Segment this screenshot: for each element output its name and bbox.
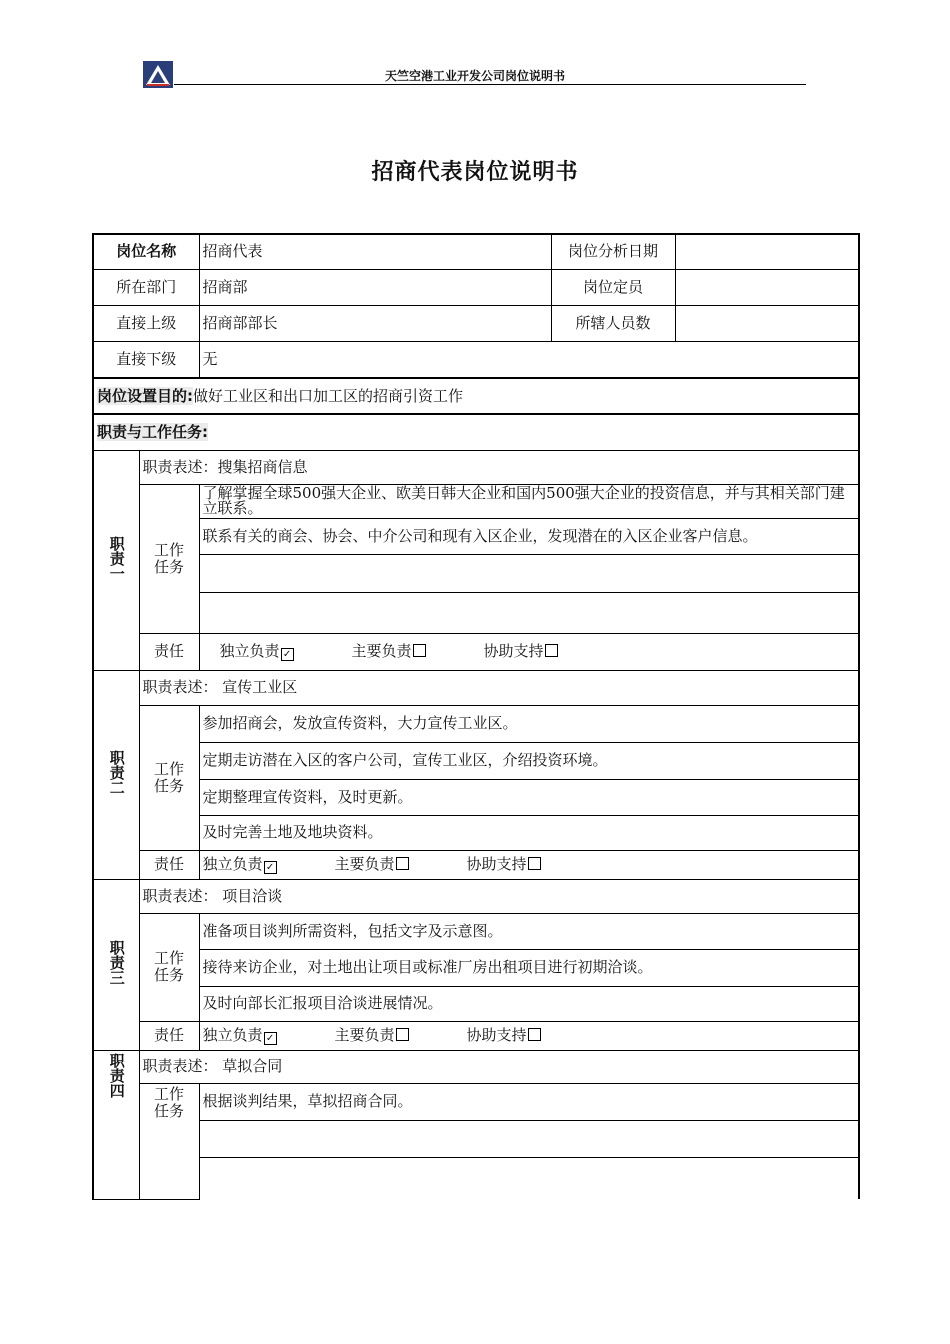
superior-label: 直接上级: [93, 305, 199, 341]
duty-2-name-cell: [93, 670, 139, 879]
duty-2-task-1: 参加招商会，发放宣传资料，大力宣传工业区。: [199, 705, 859, 742]
duty-2-responsibility-label: 责任: [139, 850, 199, 879]
empty-checkbox-icon: [545, 644, 558, 657]
department-value: 招商部: [199, 269, 551, 305]
headcount-value: [675, 269, 859, 305]
duty-2-task-label: 工作 任务: [139, 705, 199, 850]
subordinate-label: 直接下级: [93, 341, 199, 378]
duty-3-task-2: 接待来访企业，对土地出让项目或标准厂房出租项目进行初期洽谈。: [199, 949, 859, 986]
superior-value: 招商部部长: [199, 305, 551, 341]
duty-1-task-1: 了解掌握全球500强大企业、欧美日韩大企业和国内500强大企业的投资信息，并与其相关部门建立联系。: [199, 484, 859, 518]
duty-4-statement: 职责表述： 草拟合同: [139, 1050, 859, 1083]
empty-checkbox-icon: [528, 1028, 541, 1041]
duty-3-task-label: 工作 任务: [139, 913, 199, 1021]
purpose-label: 岗位设置目的:: [97, 386, 193, 405]
duty-1-statement: 职责表述：搜集招商信息: [139, 450, 859, 484]
duty-1-task-4: [199, 592, 859, 633]
empty-checkbox-icon: [396, 857, 409, 870]
duty-3-statement: 职责表述： 项目洽谈: [139, 879, 859, 913]
duty-4-task-label: 工作 任务: [139, 1083, 199, 1199]
assist-option: 协助支持: [483, 641, 544, 660]
duty-3-responsibility-label: 责任: [139, 1021, 199, 1050]
duty-4-task-2: [199, 1120, 859, 1157]
duty-3-task-3: 及时向部长汇报项目洽谈进展情况。: [199, 986, 859, 1021]
duty-4-task-1: 根据谈判结果，草拟招商合同。: [199, 1083, 859, 1120]
duty-2-name: 职责二: [107, 750, 126, 795]
headcount-label: 岗位定员: [551, 269, 675, 305]
independent-option: 独立负责: [202, 1025, 263, 1044]
duty-3-name: 职责三: [107, 940, 126, 985]
duty-3-responsibility-options: [199, 1021, 859, 1050]
duty-2-statement: 职责表述： 宣传工业区: [139, 670, 859, 705]
duties-header-row: [93, 414, 859, 450]
assist-option: 协助支持: [466, 1025, 527, 1044]
job-name-value: 招商代表: [199, 234, 551, 269]
company-logo-icon: [143, 61, 173, 88]
purpose-value: 做好工业区和出口加工区的招商引资工作: [193, 386, 464, 405]
header-divider: [174, 84, 806, 85]
purpose-row: [93, 378, 859, 414]
job-description-table-wrapper: [92, 233, 858, 1198]
main-option: 主要负责: [334, 1025, 395, 1044]
subordinate-value: 无: [199, 341, 859, 378]
duty-4-name: 职责四: [107, 1052, 126, 1098]
checked-checkbox-icon: ✓: [281, 648, 294, 661]
duty-2-task-3: 定期整理宣传资料，及时更新。: [199, 779, 859, 815]
duty-1-task-3: [199, 554, 859, 592]
duty-1-task-label: 工作 任务: [139, 484, 199, 633]
page-title: 招商代表岗位说明书: [371, 160, 579, 185]
duty-4-name-cell: [93, 1050, 139, 1199]
department-label: 所在部门: [93, 269, 199, 305]
independent-option: 独立负责: [219, 641, 280, 660]
company-document-title: 天竺空港工业开发公司岗位说明书: [384, 69, 565, 83]
duty-2-task-4: 及时完善土地及地块资料。: [199, 815, 859, 850]
duty-3-name-cell: [93, 879, 139, 1050]
duty-3-task-1: 准备项目谈判所需资料，包括文字及示意图。: [199, 913, 859, 949]
duty-1-responsibility-options: [199, 633, 859, 670]
duty-1-name: 职责一: [107, 535, 126, 581]
checked-checkbox-icon: ✓: [264, 1032, 277, 1045]
subordinate-count-label: 所辖人员数: [551, 305, 675, 341]
duty-4-task-3: [199, 1157, 859, 1199]
subordinate-count-value: [675, 305, 859, 341]
main-option: 主要负责: [351, 641, 412, 660]
job-name-label: 岗位名称: [93, 234, 199, 269]
empty-checkbox-icon: [413, 644, 426, 657]
independent-option: 独立负责: [202, 854, 263, 873]
checked-checkbox-icon: ✓: [264, 861, 277, 874]
job-description-table: [92, 233, 860, 1200]
analysis-date-label: 岗位分析日期: [551, 234, 675, 269]
duty-1-task-2: 联系有关的商会、协会、中介公司和现有入区企业，发现潜在的入区企业客户信息。: [199, 518, 859, 554]
duty-2-responsibility-options: [199, 850, 859, 879]
duty-1-name-cell: [93, 450, 139, 670]
empty-checkbox-icon: [528, 857, 541, 870]
analysis-date-value: [675, 234, 859, 269]
duties-header: 职责与工作任务:: [97, 422, 208, 441]
duty-2-task-2: 定期走访潜在入区的客户公司，宣传工业区，介绍投资环境。: [199, 742, 859, 779]
assist-option: 协助支持: [466, 854, 527, 873]
duty-1-responsibility-label: 责任: [139, 633, 199, 670]
empty-checkbox-icon: [396, 1028, 409, 1041]
main-option: 主要负责: [334, 854, 395, 873]
